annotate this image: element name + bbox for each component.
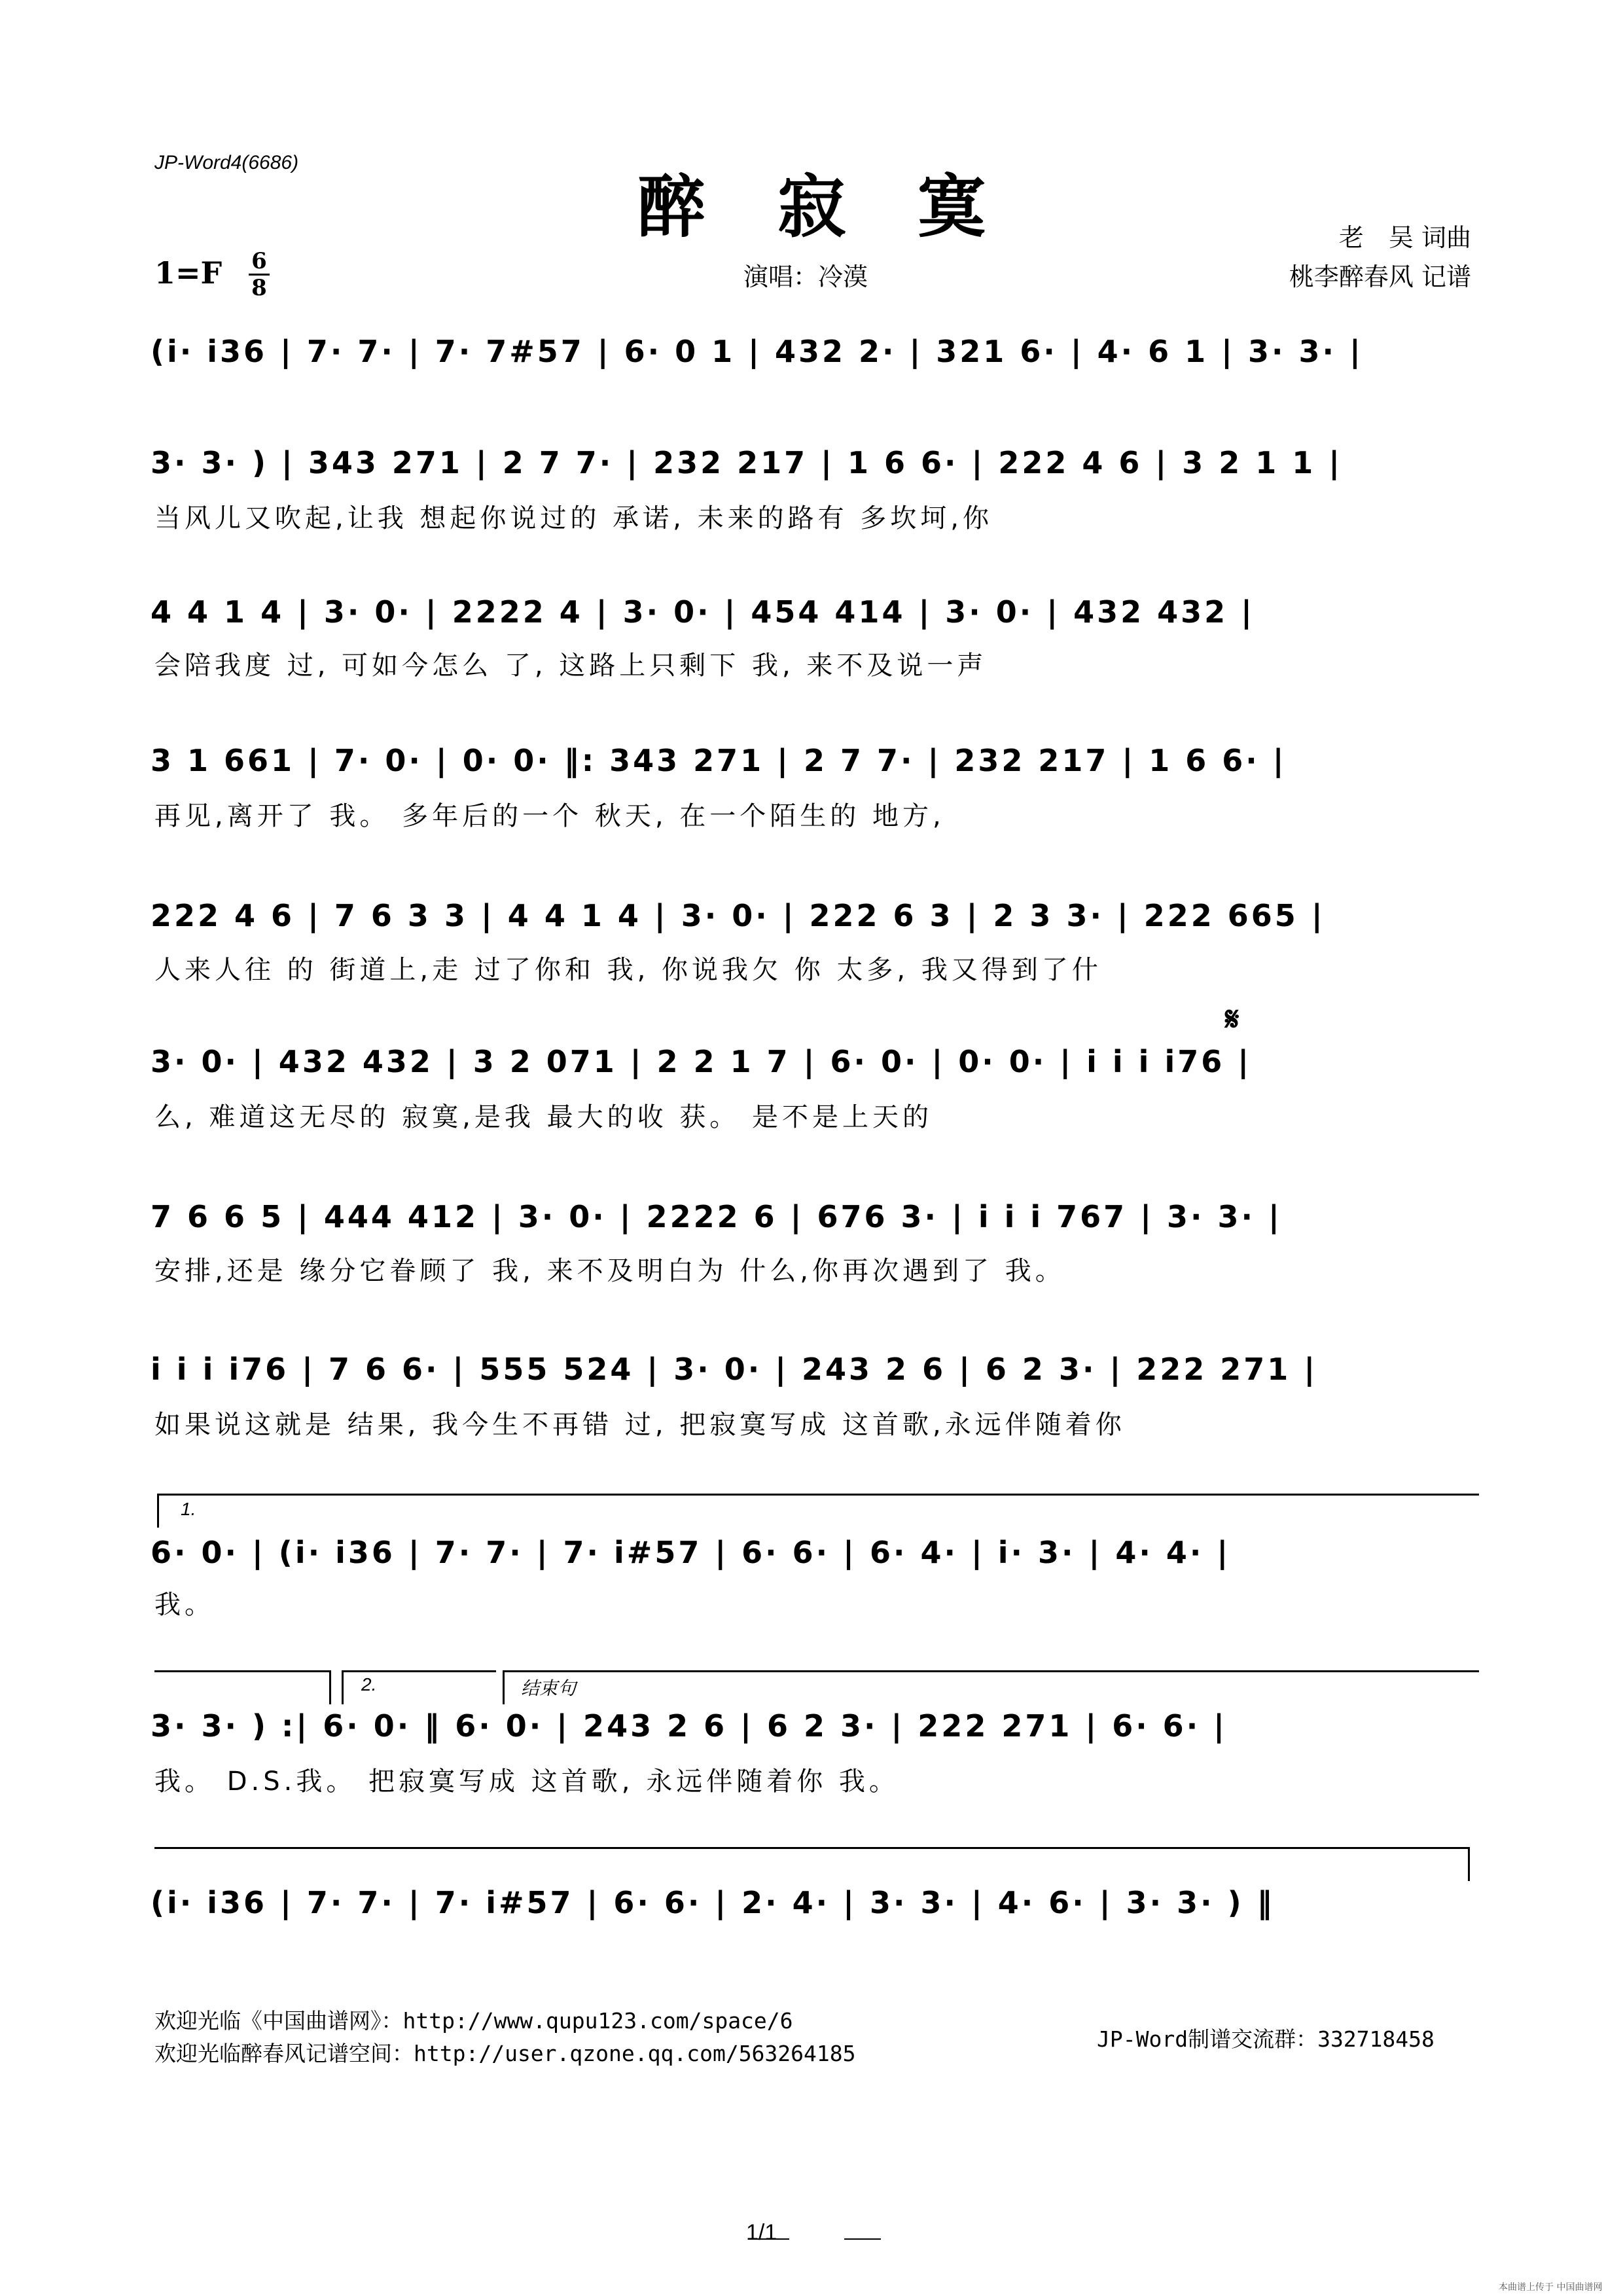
score-system-4-notes: 3 1 661 | 7· 0· | 0· 0· ‖: 343 271 | 2 7 7· | 232 217 | 1 6 6· | [151, 743, 1287, 778]
ending-phrase-tick [503, 1670, 505, 1704]
score-system-6-lyrics: 么, 难道这无尽的 寂寞,是我 最大的收 获。 是不是上天的 [154, 1102, 933, 1132]
footer-site-link-2: 欢迎光临醉春风记谱空间：http://user.qzone.qq.com/563264185 [154, 2041, 856, 2066]
song-title: 醉寂寞 [637, 166, 1058, 247]
first-ending-label: 1. [181, 1499, 196, 1519]
first-ending-bracket-continued [154, 1670, 331, 1672]
lyricist-composer: 老 吴 词曲 [1338, 223, 1471, 252]
score-system-9-lyrics: 我。 [154, 1590, 215, 1620]
ending-phrase-label: 结束句 [521, 1678, 577, 1698]
score-system-7-lyrics: 安排,还是 缘分它眷顾了 我, 来不及明白为 什么,你再次遇到了 我。 [154, 1256, 1065, 1286]
upload-site-mark: 本曲谱上传于 中国曲谱网 [1499, 2282, 1603, 2293]
software-tag: JP-Word4(6686) [154, 152, 299, 173]
score-system-3-lyrics: 会陪我度 过, 可如今怎么 了, 这路上只剩下 我, 来不及说一声 [154, 651, 988, 681]
score-system-5-lyrics: 人来人往 的 街道上,走 过了你和 我, 你说我欠 你 太多, 我又得到了什 [154, 955, 1102, 985]
score-system-3-notes: 4 4 1 4 | 3· 0· | 2222 4 | 3· 0· | 454 414 | 3· 0· | 432 432 | [151, 594, 1255, 630]
score-system-7-notes: 7 6 6 5 | 444 412 | 3· 0· | 2222 6 | 676 3· | i i i 767 | 3· 3· | [151, 1199, 1282, 1234]
footer-chat-group: JP-Word制谱交流群：332718458 [1097, 2026, 1435, 2052]
first-ending-end-tick [329, 1670, 331, 1704]
score-system-10-lyrics: 我。 D.S.我。 把寂寞写成 这首歌, 永远伴随着你 我。 [154, 1767, 899, 1797]
score-system-11-notes: (i· i36 | 7· 7· | 7· i#57 | 6· 6· | 2· 4· | 3· 3· | 4· 6· | 3· 3· ) ‖ [151, 1885, 1275, 1920]
transcriber: 桃李醉春风 记谱 [1289, 262, 1471, 291]
score-system-5-notes: 222 4 6 | 7 6 3 3 | 4 4 1 4 | 3· 0· | 222 6 3 | 2 3 3· | 222 665 | [151, 898, 1325, 933]
segno-sign: 𝄋 [1225, 1000, 1240, 1038]
time-signature [249, 250, 270, 299]
meter-top: 6 [251, 248, 267, 274]
final-phrase-end-tick [1468, 1847, 1470, 1881]
first-ending-bracket [157, 1494, 1479, 1496]
score-system-8-notes: i i i i76 | 7 6 6· | 555 524 | 3· 0· | 243 2 6 | 6 2 3· | 222 271 | [151, 1352, 1318, 1387]
page-number-rule-right [844, 2238, 881, 2240]
score-system-1-notes: (i· i36 | 7· 7· | 7· 7#57 | 6· 0 1 | 432 2· | 321 6· | 4· 6 1 | 3· 3· | [151, 334, 1363, 369]
meter-bottom: 8 [251, 275, 267, 301]
final-phrase-bracket [154, 1847, 1470, 1849]
score-system-4-lyrics: 再见,离开了 我。 多年后的一个 秋天, 在一个陌生的 地方, [154, 801, 945, 831]
second-ending-bracket [342, 1670, 496, 1672]
key-signature: 1=F [154, 255, 223, 291]
score-system-9-notes: 6· 0· | (i· i36 | 7· 7· | 7· i#57 | 6· 6· | 6· 4· | i· 3· | 4· 4· | [151, 1535, 1231, 1570]
second-ending-tick [342, 1670, 344, 1704]
score-system-6-notes: 3· 0· | 432 432 | 3 2 071 | 2 2 1 7 | 6· 0· | 0· 0· | i i i i76 | [151, 1044, 1252, 1079]
page-number: 1/1 [746, 2220, 777, 2245]
singer: 演唱：冷漠 [743, 262, 868, 291]
score-system-2-lyrics: 当风儿又吹起,让我 想起你说过的 承诺, 未来的路有 多坎坷,你 [154, 503, 993, 533]
first-ending-tick [157, 1494, 159, 1528]
footer-site-link-1: 欢迎光临《中国曲谱网》：http://www.qupu123.com/space/6 [154, 2008, 793, 2034]
score-system-2-notes: 3· 3· ) | 343 271 | 2 7 7· | 232 217 | 1 6 6· | 222 4 6 | 3 2 1 1 | [151, 445, 1343, 480]
second-ending-label: 2. [361, 1674, 377, 1695]
ending-phrase-bracket [503, 1670, 1479, 1672]
score-system-8-lyrics: 如果说这就是 结果, 我今生不再错 过, 把寂寞写成 这首歌,永远伴随着你 [154, 1410, 1126, 1440]
score-system-10-notes: 3· 3· ) :| 6· 0· ‖ 6· 0· | 243 2 6 | 6 2 3· | 222 271 | 6· 6· | [151, 1708, 1227, 1744]
